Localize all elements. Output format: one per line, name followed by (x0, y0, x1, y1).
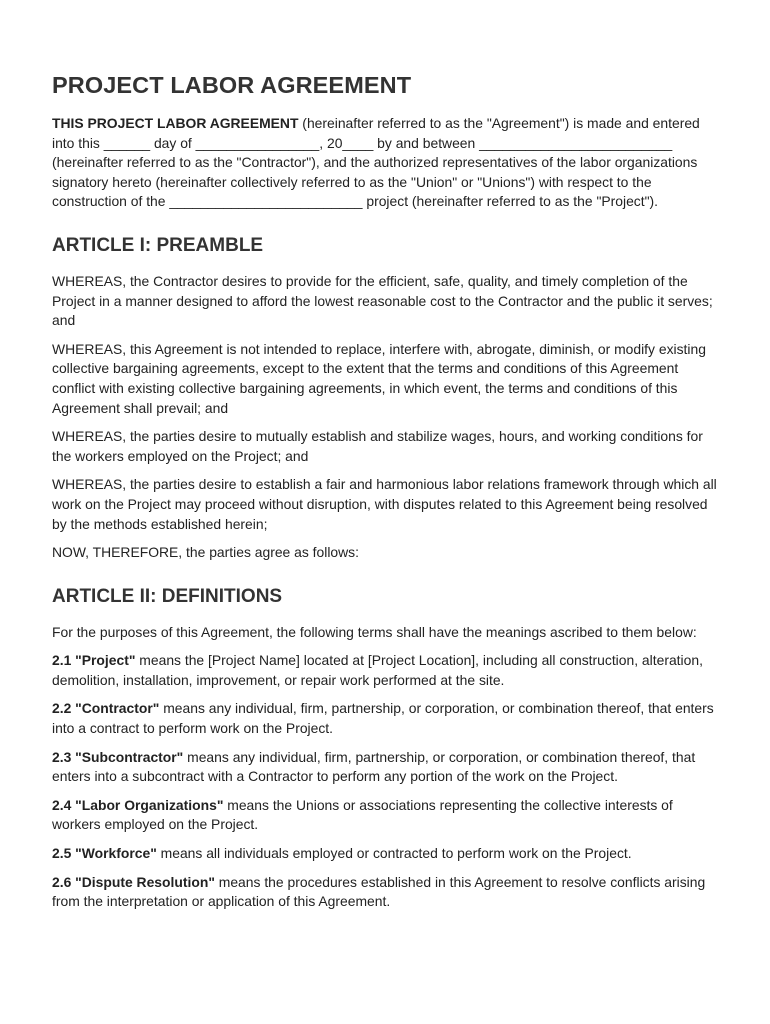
preamble-paragraph-1: WHEREAS, the Contractor desires to provide for the efficient, safe, quality, and timely completion of the Project in a manner designed to afford the lowest reasonable cost to the Contractor and the public it serves; and (52, 272, 713, 329)
definition-term: 2.3 "Subcontractor" (52, 748, 184, 765)
definition-term: 2.2 "Contractor" (52, 700, 160, 717)
preamble-paragraph-5: NOW, THEREFORE, the parties agree as follows: (52, 544, 359, 561)
document-title: PROJECT LABOR AGREEMENT (52, 72, 412, 98)
definition-text: means the [Project Name] located at [Project Location], including all construction, alteration, demolition, installation, improvement, or repair work performed at the site. (52, 652, 703, 688)
definition-item (52, 844, 724, 864)
definition-term: 2.4 "Labor Organizations" (52, 796, 224, 813)
document-page (52, 68, 724, 921)
preamble-paragraph-2: WHEREAS, this Agreement is not intended to replace, interfere with, abrogate, diminish, or modify existing collective bargaining agreements, except to the extent that the terms and conditions of this Agreement conflict with existing collective bargaining agreements, in which event, the terms and conditions of this Agreement shall prevail; and (52, 340, 706, 416)
preamble-paragraph-4: WHEREAS, the parties desire to establish a fair and harmonious labor relations framework through which all work on the Project may proceed without disruption, with disputes related to this Agreement being resolved by the methods established herein; (52, 476, 717, 532)
definition-item (52, 699, 724, 738)
article-1-heading: ARTICLE I: PREAMBLE (52, 234, 264, 256)
article-2-heading: ARTICLE II: DEFINITIONS (52, 585, 283, 607)
definition-item (52, 796, 724, 835)
definition-text: means any individual, firm, partnership, or corporation, or combination thereof, that enters into a contract to perform work on the Project. (52, 700, 714, 737)
definition-item (52, 748, 724, 787)
definition-text: means the Unions or associations representing the collective interests of workers employed on the Project. (52, 796, 673, 833)
preamble-paragraph-3: WHEREAS, the parties desire to mutually establish and stabilize wages, hours, and working conditions for the workers employed on the Project; and (52, 428, 703, 464)
definition-term: 2.1 "Project" (52, 652, 136, 669)
definition-item (52, 873, 724, 912)
definition-text: means any individual, firm, partnership, or corporation, or combination thereof, that enters into a subcontract with a Contractor to perform any portion of the work on the Project. (52, 748, 696, 785)
definition-item (52, 651, 724, 690)
intro-paragraph (52, 114, 724, 212)
intro-bold-lead: THIS PROJECT LABOR AGREEMENT (52, 115, 299, 131)
definitions-lead: For the purposes of this Agreement, the following terms shall have the meanings ascribed to them below: (52, 623, 697, 640)
definition-text: means all individuals employed or contracted to perform work on the Project. (156, 845, 632, 862)
intro-text: (hereinafter referred to as the "Agreement") is made and entered into this ______ day of ________________, 20____ by and between _________________________ (hereinafter referred to as the "Contractor"), and the authorized representatives of the labor organizations signatory hereto (hereinafter collectively referred to as the "Union" or "Unions") with respect to the construction of the _________________________ project (hereinafter referred to as the "Project"). (52, 115, 700, 210)
definition-term: 2.6 "Dispute Resolution" (52, 873, 215, 890)
definition-term: 2.5 "Workforce" (52, 845, 157, 862)
definition-text: means the procedures established in this Agreement to resolve conflicts arising from the interpretation or application of this Agreement. (52, 873, 706, 910)
